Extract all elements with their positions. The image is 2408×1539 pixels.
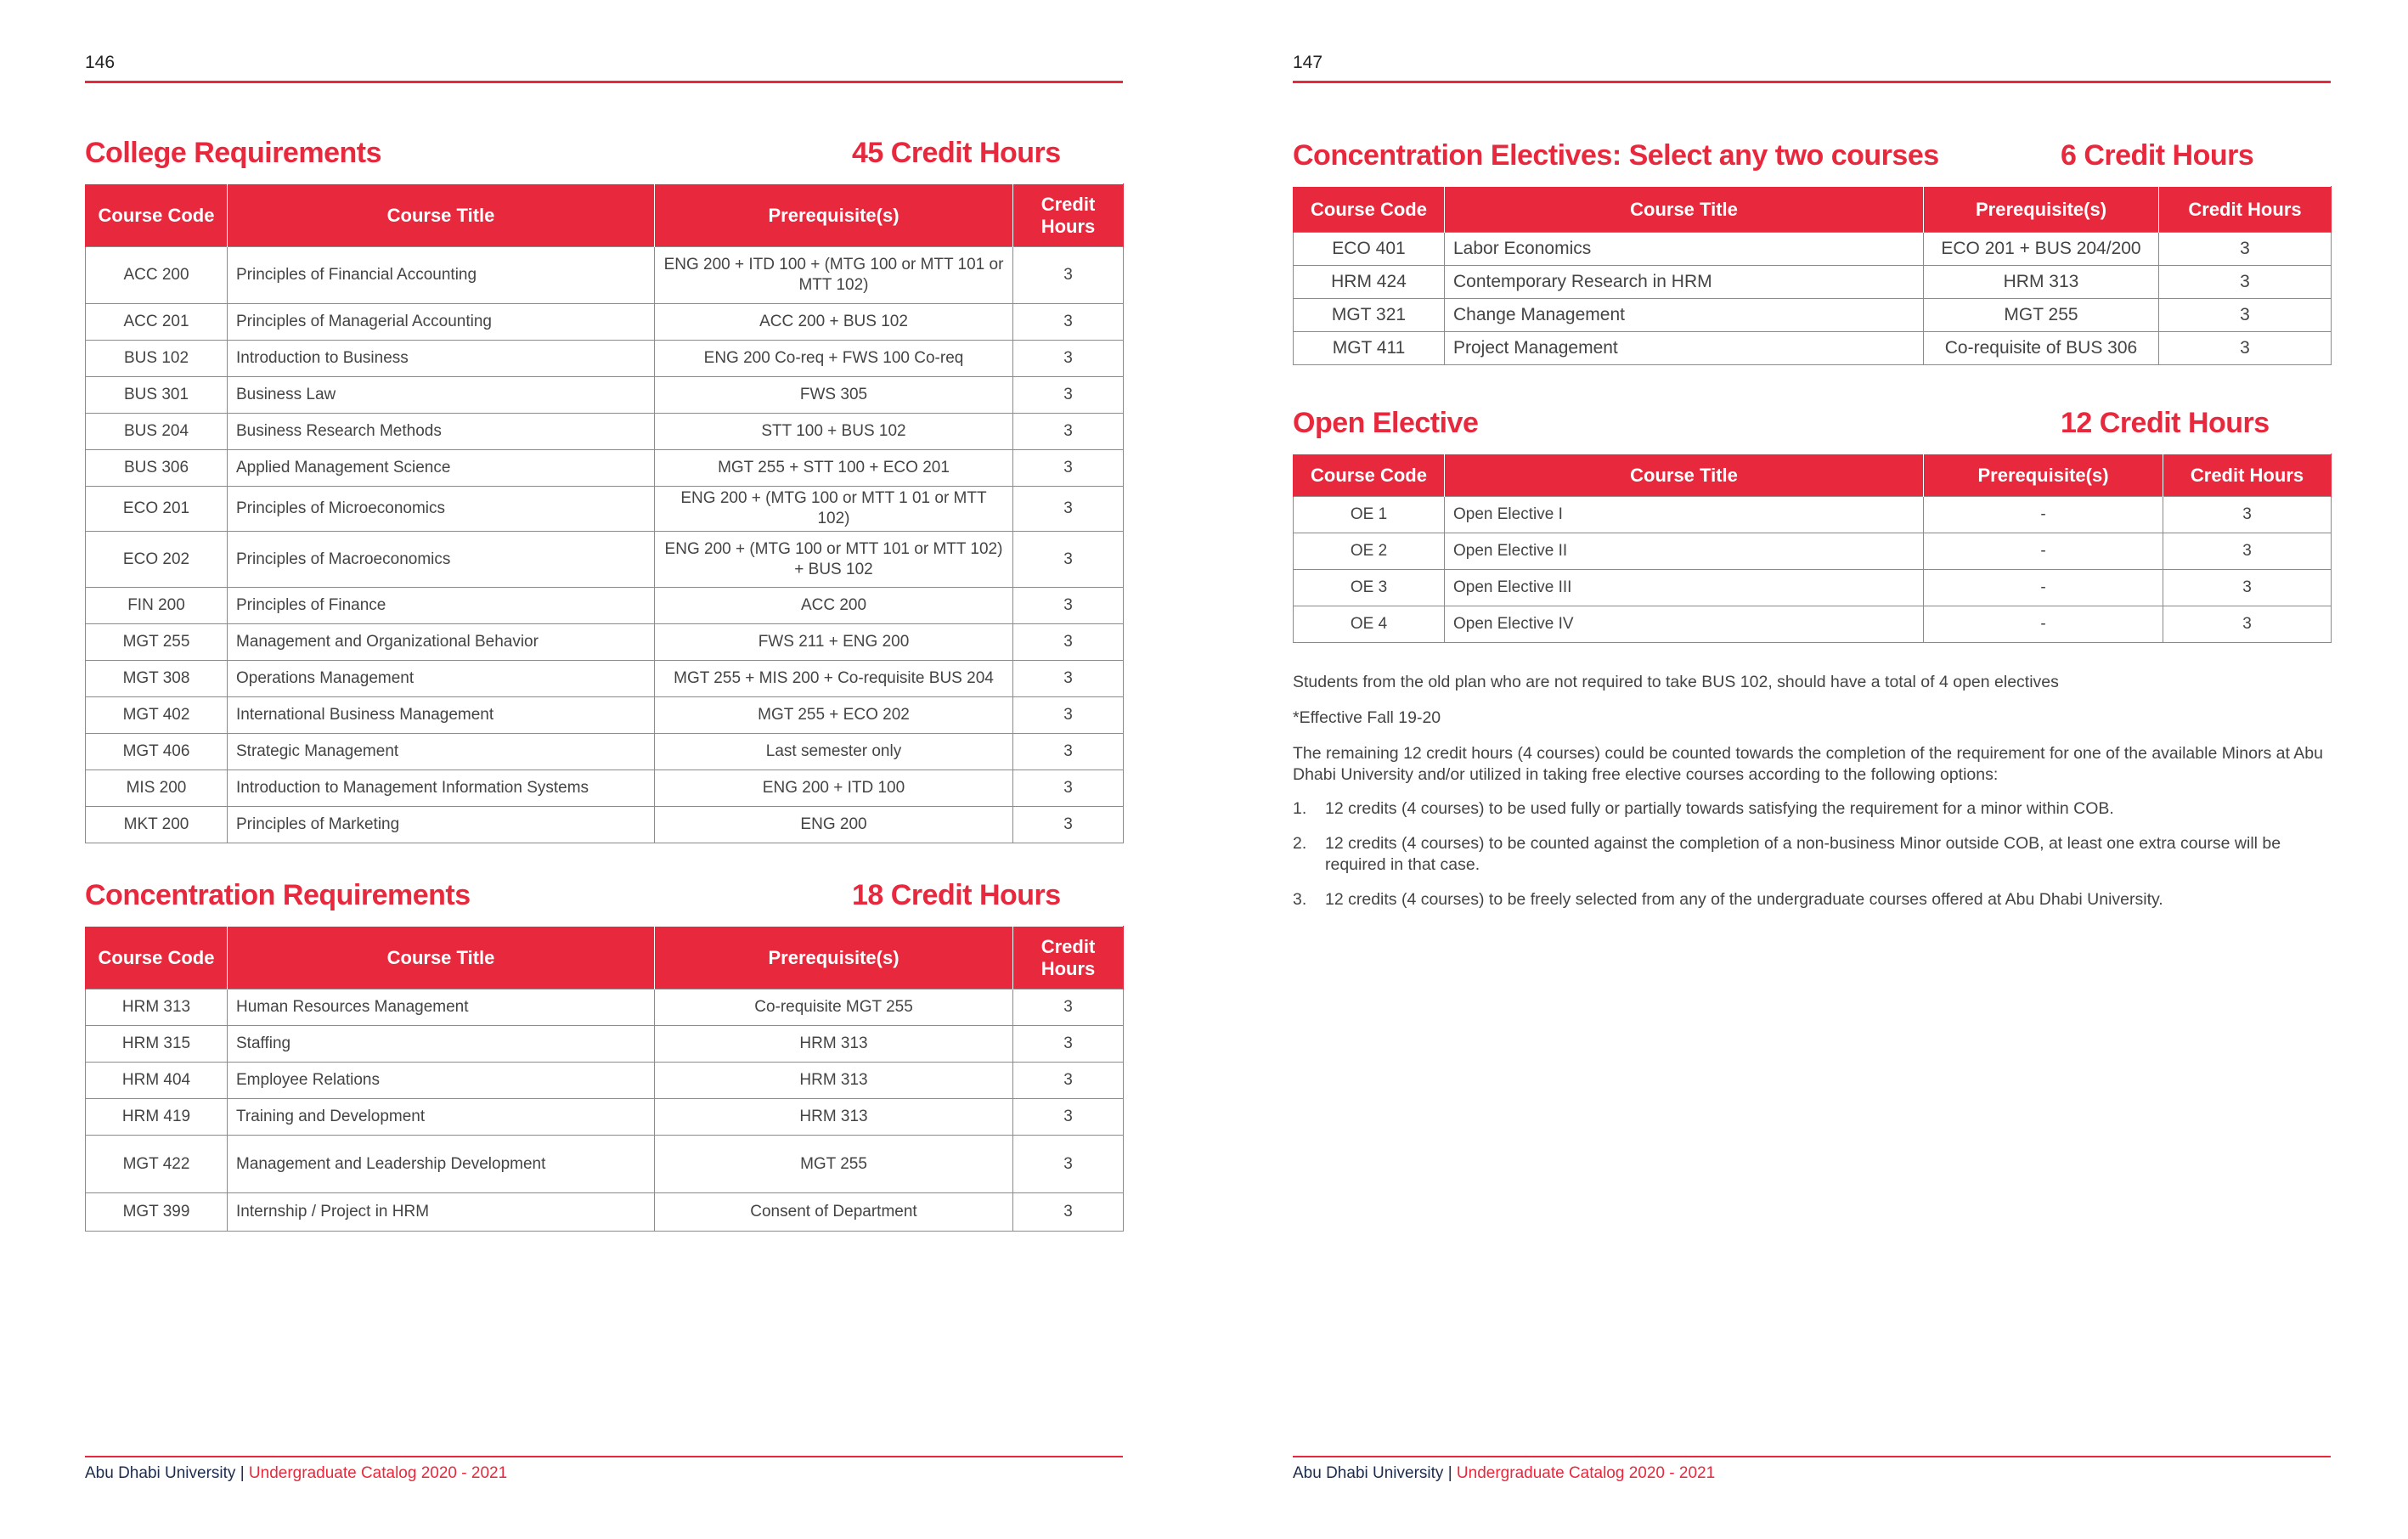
table-row [86, 304, 1124, 341]
credit-hours-cell: 3 [1013, 1193, 1124, 1232]
course-code-cell: ECO 202 [86, 532, 228, 588]
prerequisite-cell: ENG 200 Co-req + FWS 100 Co-req [655, 341, 1013, 377]
credit-hours-cell: 3 [1013, 588, 1124, 624]
table-row [86, 697, 1124, 734]
course-code-cell: MGT 406 [86, 734, 228, 770]
college-requirements-hours: 45 Credit Hours [852, 137, 1061, 169]
course-code-cell: OE 1 [1294, 497, 1445, 533]
course-title-cell: Change Management [1445, 299, 1924, 332]
table-row [86, 1026, 1124, 1063]
table-row [86, 450, 1124, 487]
credit-hours-cell: 3 [1013, 624, 1124, 661]
header-credit-hours: Credit Hours [1013, 184, 1124, 247]
prerequisite-cell: MGT 255 + ECO 202 [655, 697, 1013, 734]
concentration-electives-table [1293, 186, 2332, 365]
prerequisite-cell: HRM 313 [655, 1063, 1013, 1099]
list-item-number: 3. [1293, 890, 1307, 909]
prerequisite-cell: Last semester only [655, 734, 1013, 770]
prerequisite-cell: ENG 200 + ITD 100 + (MTG 100 or MTT 101 or MTT 102) [655, 247, 1013, 304]
credit-hours-cell: 3 [1013, 697, 1124, 734]
course-title-cell: Open Elective I [1445, 497, 1924, 533]
table-row [86, 1136, 1124, 1193]
course-title-cell: Operations Management [228, 661, 655, 697]
note-effective: *Effective Fall 19-20 [1293, 708, 1441, 727]
credit-hours-cell: 3 [1013, 304, 1124, 341]
course-title-cell: Internship / Project in HRM [228, 1193, 655, 1232]
header-prerequisites: Prerequisite(s) [1924, 454, 2163, 497]
credit-hours-cell: 3 [2159, 299, 2332, 332]
course-code-cell: FIN 200 [86, 588, 228, 624]
open-elective-title: Open Elective [1293, 407, 1479, 439]
prerequisite-cell: HRM 313 [655, 1026, 1013, 1063]
course-title-cell: Principles of Managerial Accounting [228, 304, 655, 341]
credit-hours-cell: 3 [1013, 450, 1124, 487]
footer-rule [85, 1456, 1123, 1457]
credit-hours-cell: 3 [1013, 1063, 1124, 1099]
note-remaining-credits: The remaining 12 credit hours (4 courses) could be counted towards the completion of the requirement for one of the available Minors at Abu Dhabi University and/or utilized in taking free elective courses according to the following options: [1293, 744, 2323, 784]
footer-catalog: Undergraduate Catalog 2020 - 2021 [248, 1464, 508, 1482]
credit-hours-cell: 3 [2163, 606, 2332, 643]
prerequisite-cell: MGT 255 [655, 1136, 1013, 1193]
course-code-cell: OE 2 [1294, 533, 1445, 570]
course-title-cell: Training and Development [228, 1099, 655, 1136]
credit-hours-cell: 3 [1013, 1136, 1124, 1193]
credit-hours-cell: 3 [1013, 661, 1124, 697]
prerequisite-cell: - [1924, 533, 2163, 570]
course-title-cell: Project Management [1445, 332, 1924, 365]
course-code-cell: HRM 419 [86, 1099, 228, 1136]
course-code-cell: OE 4 [1294, 606, 1445, 643]
course-code-cell: BUS 102 [86, 341, 228, 377]
course-code-cell: BUS 204 [86, 414, 228, 450]
prerequisite-cell: ECO 201 + BUS 204/200 [1924, 233, 2159, 266]
course-code-cell: BUS 301 [86, 377, 228, 414]
footer-separator: | [1447, 1464, 1452, 1482]
course-code-cell: MGT 308 [86, 661, 228, 697]
course-code-cell: MGT 411 [1294, 332, 1445, 365]
footer-separator: | [240, 1464, 245, 1482]
credit-hours-cell: 3 [2159, 233, 2332, 266]
course-title-cell: Contemporary Research in HRM [1445, 266, 1924, 299]
credit-hours-cell: 3 [1013, 807, 1124, 843]
course-title-cell: Introduction to Management Information Systems [228, 770, 655, 807]
table-row [86, 487, 1124, 532]
credit-hours-cell: 3 [2159, 266, 2332, 299]
credit-hours-cell: 3 [2163, 497, 2332, 533]
table-row [1294, 570, 2332, 606]
course-title-cell: Open Elective II [1445, 533, 1924, 570]
header-course-title: Course Title [228, 927, 655, 989]
course-code-cell: MKT 200 [86, 807, 228, 843]
course-code-cell: MGT 422 [86, 1136, 228, 1193]
course-title-cell: Business Research Methods [228, 414, 655, 450]
course-title-cell: Introduction to Business [228, 341, 655, 377]
table-row [1294, 266, 2332, 299]
course-code-cell: MGT 402 [86, 697, 228, 734]
open-elective-hours: 12 Credit Hours [2061, 407, 2270, 439]
prerequisite-cell: MGT 255 + MIS 200 + Co-requisite BUS 204 [655, 661, 1013, 697]
course-title-cell: Principles of Finance [228, 588, 655, 624]
course-code-cell: HRM 424 [1294, 266, 1445, 299]
page-footer [1293, 1464, 1715, 1483]
prerequisite-cell: ENG 200 [655, 807, 1013, 843]
credit-hours-cell: 3 [2159, 332, 2332, 365]
prerequisite-cell: FWS 305 [655, 377, 1013, 414]
table-row [1294, 299, 2332, 332]
prerequisite-cell: FWS 211 + ENG 200 [655, 624, 1013, 661]
header-course-code: Course Code [1294, 454, 1445, 497]
credit-hours-cell: 3 [1013, 487, 1124, 532]
list-item [1293, 833, 2338, 876]
table-row [86, 770, 1124, 807]
prerequisite-cell: Co-requisite of BUS 306 [1924, 332, 2159, 365]
course-code-cell: ECO 401 [1294, 233, 1445, 266]
credit-hours-cell: 3 [1013, 734, 1124, 770]
prerequisite-cell: Co-requisite MGT 255 [655, 989, 1013, 1026]
course-title-cell: Business Law [228, 377, 655, 414]
credit-hours-cell: 3 [1013, 989, 1124, 1026]
list-item [1293, 889, 2338, 910]
table-row [1294, 497, 2332, 533]
prerequisite-cell: ACC 200 + BUS 102 [655, 304, 1013, 341]
list-item-number: 1. [1293, 799, 1307, 818]
table-row [86, 532, 1124, 588]
credit-hours-cell: 3 [1013, 1099, 1124, 1136]
right-page [1204, 0, 2408, 1539]
course-code-cell: HRM 315 [86, 1026, 228, 1063]
credit-hours-cell: 3 [2163, 570, 2332, 606]
header-rule [85, 81, 1123, 83]
open-elective-table [1293, 454, 2332, 643]
course-code-cell: MGT 321 [1294, 299, 1445, 332]
prerequisite-cell: - [1924, 570, 2163, 606]
course-title-cell: Applied Management Science [228, 450, 655, 487]
list-item-text: 12 credits (4 courses) to be used fully or partially towards satisfying the requirement for a minor within COB. [1325, 799, 2114, 818]
table-row [86, 989, 1124, 1026]
course-title-cell: Labor Economics [1445, 233, 1924, 266]
course-code-cell: OE 3 [1294, 570, 1445, 606]
credit-hours-cell: 3 [1013, 770, 1124, 807]
header-prerequisites: Prerequisite(s) [655, 184, 1013, 247]
prerequisite-cell: MGT 255 [1924, 299, 2159, 332]
course-title-cell: Strategic Management [228, 734, 655, 770]
prerequisite-cell: Consent of Department [655, 1193, 1013, 1232]
header-course-title: Course Title [228, 184, 655, 247]
course-title-cell: Human Resources Management [228, 989, 655, 1026]
table-row [86, 624, 1124, 661]
credit-hours-cell: 3 [1013, 341, 1124, 377]
course-code-cell: ECO 201 [86, 487, 228, 532]
credit-hours-cell: 3 [1013, 414, 1124, 450]
course-title-cell: Principles of Financial Accounting [228, 247, 655, 304]
prerequisite-cell: ENG 200 + (MTG 100 or MTT 1 01 or MTT 102) [655, 487, 1013, 532]
prerequisite-cell: ENG 200 + (MTG 100 or MTT 101 or MTT 102) + BUS 102 [655, 532, 1013, 588]
header-course-title: Course Title [1445, 187, 1924, 233]
header-credit-hours: Credit Hours [2163, 454, 2332, 497]
concentration-requirements-title: Concentration Requirements [85, 879, 471, 911]
prerequisite-cell: STT 100 + BUS 102 [655, 414, 1013, 450]
credit-hours-cell: 3 [2163, 533, 2332, 570]
course-code-cell: MGT 255 [86, 624, 228, 661]
header-course-code: Course Code [1294, 187, 1445, 233]
list-item-number: 2. [1293, 834, 1307, 853]
concentration-requirements-table [85, 926, 1124, 1232]
header-credit-hours: Credit Hours [2159, 187, 2332, 233]
concentration-requirements-hours: 18 Credit Hours [852, 879, 1061, 911]
footer-catalog: Undergraduate Catalog 2020 - 2021 [1456, 1464, 1716, 1482]
header-rule [1293, 81, 2331, 83]
footer-university: Abu Dhabi University [85, 1464, 236, 1482]
table-row [86, 807, 1124, 843]
concentration-electives-hours: 6 Credit Hours [2061, 139, 2254, 172]
list-item-text: 12 credits (4 courses) to be counted against the completion of a non-business Minor outside COB, at least one extra course will be required in that case. [1325, 834, 2281, 874]
course-code-cell: ACC 201 [86, 304, 228, 341]
prerequisite-cell: ENG 200 + ITD 100 [655, 770, 1013, 807]
course-title-cell: Staffing [228, 1026, 655, 1063]
footer-rule [1293, 1456, 2331, 1457]
header-course-title: Course Title [1445, 454, 1924, 497]
table-row [86, 1099, 1124, 1136]
course-code-cell: MGT 399 [86, 1193, 228, 1232]
credit-hours-cell: 3 [1013, 1026, 1124, 1063]
course-title-cell: Management and Leadership Development [228, 1136, 655, 1193]
course-title-cell: International Business Management [228, 697, 655, 734]
table-row [86, 377, 1124, 414]
page-footer [85, 1464, 507, 1483]
table-row [1294, 533, 2332, 570]
course-title-cell: Principles of Macroeconomics [228, 532, 655, 588]
credit-hours-cell: 3 [1013, 247, 1124, 304]
concentration-electives-title: Concentration Electives: Select any two courses [1293, 139, 1939, 172]
header-course-code: Course Code [86, 927, 228, 989]
course-code-cell: MIS 200 [86, 770, 228, 807]
course-code-cell: ACC 200 [86, 247, 228, 304]
table-row [86, 247, 1124, 304]
page-number: 146 [85, 53, 116, 72]
credit-hours-cell: 3 [1013, 377, 1124, 414]
header-course-code: Course Code [86, 184, 228, 247]
table-row [1294, 233, 2332, 266]
prerequisite-cell: - [1924, 606, 2163, 643]
prerequisite-cell: HRM 313 [1924, 266, 2159, 299]
course-title-cell: Principles of Microeconomics [228, 487, 655, 532]
table-row [86, 588, 1124, 624]
header-prerequisites: Prerequisite(s) [655, 927, 1013, 989]
course-code-cell: BUS 306 [86, 450, 228, 487]
table-row [86, 734, 1124, 770]
course-title-cell: Open Elective III [1445, 570, 1924, 606]
list-item [1293, 798, 2338, 820]
table-row [86, 341, 1124, 377]
header-prerequisites: Prerequisite(s) [1924, 187, 2159, 233]
options-list [1293, 798, 2338, 924]
course-code-cell: HRM 313 [86, 989, 228, 1026]
college-requirements-table [85, 183, 1124, 843]
credit-hours-cell: 3 [1013, 532, 1124, 588]
prerequisite-cell: MGT 255 + STT 100 + ECO 201 [655, 450, 1013, 487]
course-code-cell: HRM 404 [86, 1063, 228, 1099]
table-row [86, 661, 1124, 697]
course-title-cell: Open Elective IV [1445, 606, 1924, 643]
prerequisite-cell: - [1924, 497, 2163, 533]
prerequisite-cell: HRM 313 [655, 1099, 1013, 1136]
course-title-cell: Principles of Marketing [228, 807, 655, 843]
table-row [86, 1063, 1124, 1099]
page-number: 147 [1293, 53, 1323, 72]
course-title-cell: Employee Relations [228, 1063, 655, 1099]
list-item-text: 12 credits (4 courses) to be freely selected from any of the undergraduate courses offered at Abu Dhabi University. [1325, 890, 2163, 909]
table-row [86, 1193, 1124, 1232]
table-row [1294, 606, 2332, 643]
header-credit-hours: Credit Hours [1013, 927, 1124, 989]
table-row [86, 414, 1124, 450]
note-old-plan: Students from the old plan who are not required to take BUS 102, should have a total of 4 open electives [1293, 673, 2059, 691]
prerequisite-cell: ACC 200 [655, 588, 1013, 624]
college-requirements-title: College Requirements [85, 137, 381, 169]
footer-university: Abu Dhabi University [1293, 1464, 1444, 1482]
table-row [1294, 332, 2332, 365]
course-title-cell: Management and Organizational Behavior [228, 624, 655, 661]
